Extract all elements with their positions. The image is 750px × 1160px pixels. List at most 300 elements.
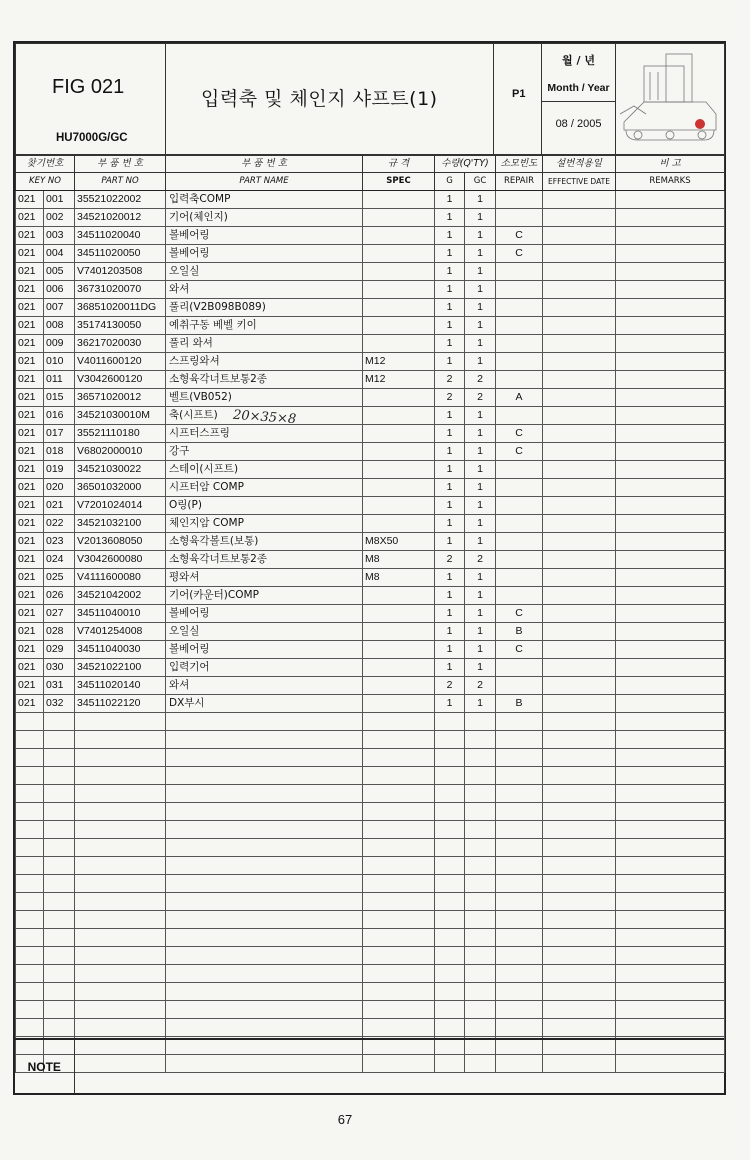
parts-list-sheet (13, 41, 726, 1095)
blank-cell (496, 983, 543, 1001)
blank-cell (435, 983, 465, 1001)
row-fig-cell: 021 (16, 695, 44, 713)
row-spec-cell (363, 641, 435, 659)
row-part-name-cell: 풀리 와셔 (166, 335, 363, 353)
row-part-name-cell: 소형육각너트보통2종 (166, 371, 363, 389)
row-key-cell: 028 (44, 623, 75, 641)
blank-cell (363, 749, 435, 767)
blank-cell (166, 713, 363, 731)
row-qty-gc-cell: 1 (465, 443, 496, 461)
repair-header-ko: 소모빈도 (496, 156, 543, 173)
row-effective-date-cell (543, 227, 616, 245)
blank-cell (465, 731, 496, 749)
blank-cell (465, 929, 496, 947)
row-qty-gc-cell: 1 (465, 191, 496, 209)
row-fig-cell: 021 (16, 551, 44, 569)
row-part-no-cell: 34521022100 (75, 659, 166, 677)
row-fig-cell: 021 (16, 245, 44, 263)
row-qty-gc-cell: 1 (465, 317, 496, 335)
row-repair-cell (496, 533, 543, 551)
row-qty-g-cell: 1 (435, 263, 465, 281)
row-key-cell: 022 (44, 515, 75, 533)
blank-cell (16, 785, 44, 803)
blank-cell (543, 767, 616, 785)
blank-cell (465, 749, 496, 767)
blank-cell (75, 803, 166, 821)
row-effective-date-cell (543, 335, 616, 353)
blank-cell (435, 911, 465, 929)
blank-cell (363, 821, 435, 839)
blank-cell (496, 785, 543, 803)
row-fig-cell: 021 (16, 299, 44, 317)
blank-cell (44, 785, 75, 803)
blank-cell (16, 983, 44, 1001)
row-remarks-cell (616, 407, 725, 425)
row-part-no-cell: 34511020050 (75, 245, 166, 263)
blank-cell (166, 965, 363, 983)
part-no-header: PART NO (75, 173, 166, 191)
row-part-name-cell: DX부시 (166, 695, 363, 713)
row-part-no-cell: 34511020140 (75, 677, 166, 695)
row-repair-cell (496, 587, 543, 605)
blank-cell (496, 839, 543, 857)
row-fig-cell: 021 (16, 497, 44, 515)
row-fig-cell: 021 (16, 263, 44, 281)
row-part-name-cell: 풀리(V2B098B089) (166, 299, 363, 317)
row-effective-date-cell (543, 353, 616, 371)
blank-cell (166, 839, 363, 857)
spec-header-ko: 규 격 (363, 156, 435, 173)
row-key-cell: 021 (44, 497, 75, 515)
row-repair-cell (496, 353, 543, 371)
row-fig-cell: 021 (16, 389, 44, 407)
table-row (16, 407, 725, 425)
blank-cell (543, 911, 616, 929)
row-remarks-cell (616, 371, 725, 389)
table-row (16, 335, 725, 353)
row-remarks-cell (616, 569, 725, 587)
blank-cell (435, 893, 465, 911)
row-repair-cell: C (496, 425, 543, 443)
row-key-cell: 032 (44, 695, 75, 713)
row-qty-g-cell: 1 (435, 191, 465, 209)
key-no-header: KEY NO (16, 173, 75, 191)
row-key-cell: 017 (44, 425, 75, 443)
qty-g-header: G (435, 173, 465, 191)
remarks-header: REMARKS (616, 173, 725, 191)
row-qty-g-cell: 1 (435, 605, 465, 623)
key-no-header-ko: 찾기번호 (16, 156, 75, 173)
sheet-header (15, 43, 725, 155)
row-fig-cell: 021 (16, 353, 44, 371)
row-key-cell: 024 (44, 551, 75, 569)
row-key-cell: 027 (44, 605, 75, 623)
table-row (16, 569, 725, 587)
blank-cell (543, 1001, 616, 1019)
row-effective-date-cell (543, 623, 616, 641)
row-qty-g-cell: 1 (435, 299, 465, 317)
row-key-cell: 026 (44, 587, 75, 605)
row-part-no-cell: V7401254008 (75, 623, 166, 641)
row-remarks-cell (616, 587, 725, 605)
blank-cell (435, 785, 465, 803)
repair-header: REPAIR (496, 173, 543, 191)
row-repair-cell: C (496, 605, 543, 623)
blank-cell (363, 983, 435, 1001)
blank-cell (496, 911, 543, 929)
blank-cell (75, 857, 166, 875)
blank-cell (75, 839, 166, 857)
table-row (16, 371, 725, 389)
row-spec-cell: M12 (363, 353, 435, 371)
blank-cell (543, 983, 616, 1001)
blank-cell (166, 803, 363, 821)
blank-table-row (16, 1019, 725, 1037)
blank-cell (496, 929, 543, 947)
table-row (16, 191, 725, 209)
blank-cell (616, 731, 725, 749)
blank-table-row (16, 965, 725, 983)
row-key-cell: 019 (44, 461, 75, 479)
table-row (16, 677, 725, 695)
blank-cell (496, 1019, 543, 1037)
row-key-cell: 008 (44, 317, 75, 335)
row-effective-date-cell (543, 461, 616, 479)
row-spec-cell (363, 191, 435, 209)
row-qty-gc-cell: 1 (465, 659, 496, 677)
row-qty-gc-cell: 1 (465, 641, 496, 659)
title-cell (166, 44, 494, 155)
row-fig-cell: 021 (16, 209, 44, 227)
blank-cell (363, 947, 435, 965)
row-key-cell: 025 (44, 569, 75, 587)
row-repair-cell (496, 515, 543, 533)
blank-cell (465, 785, 496, 803)
row-qty-g-cell: 1 (435, 227, 465, 245)
blank-cell (363, 767, 435, 785)
blank-cell (465, 947, 496, 965)
machine-image-cell (616, 44, 725, 155)
row-effective-date-cell (543, 515, 616, 533)
row-qty-g-cell: 1 (435, 515, 465, 533)
blank-cell (44, 875, 75, 893)
row-remarks-cell (616, 551, 725, 569)
row-spec-cell (363, 677, 435, 695)
date-label-english: Month / Year (547, 82, 610, 94)
blank-table-row (16, 731, 725, 749)
row-remarks-cell (616, 497, 725, 515)
blank-cell (44, 767, 75, 785)
row-qty-gc-cell: 1 (465, 533, 496, 551)
row-repair-cell (496, 191, 543, 209)
row-part-name-cell: 볼베어링 (166, 605, 363, 623)
row-fig-cell: 021 (16, 443, 44, 461)
row-part-no-cell: 34511040010 (75, 605, 166, 623)
row-part-name-cell: 기어(체인지) (166, 209, 363, 227)
blank-cell (435, 1019, 465, 1037)
note-section (15, 1038, 724, 1093)
blank-cell (616, 785, 725, 803)
date-cell (542, 44, 616, 155)
row-fig-cell: 021 (16, 407, 44, 425)
row-effective-date-cell (543, 299, 616, 317)
row-spec-cell (363, 443, 435, 461)
blank-cell (616, 893, 725, 911)
row-qty-g-cell: 1 (435, 497, 465, 515)
blank-cell (543, 947, 616, 965)
row-spec-cell (363, 281, 435, 299)
row-qty-g-cell: 1 (435, 425, 465, 443)
parts-table (15, 155, 725, 1073)
handwritten-seal-size-note: 20×35×8 (232, 407, 297, 428)
row-fig-cell: 021 (16, 515, 44, 533)
row-effective-date-cell (543, 551, 616, 569)
row-qty-g-cell: 1 (435, 587, 465, 605)
table-row (16, 443, 725, 461)
row-fig-cell: 021 (16, 191, 44, 209)
note-label: NOTE (15, 1039, 74, 1093)
row-repair-cell: A (496, 389, 543, 407)
blank-cell (166, 731, 363, 749)
row-effective-date-cell (543, 533, 616, 551)
row-qty-gc-cell: 1 (465, 245, 496, 263)
row-part-no-cell: 36851020011DG (75, 299, 166, 317)
row-spec-cell (363, 515, 435, 533)
row-qty-g-cell: 1 (435, 335, 465, 353)
blank-cell (166, 1019, 363, 1037)
blank-cell (44, 965, 75, 983)
row-qty-g-cell: 1 (435, 641, 465, 659)
blank-cell (44, 731, 75, 749)
row-part-name-cell: 축(시프트) (166, 407, 363, 425)
row-part-no-cell: V7201024014 (75, 497, 166, 515)
blank-table-row (16, 713, 725, 731)
blank-cell (166, 821, 363, 839)
row-key-cell: 005 (44, 263, 75, 281)
blank-cell (44, 947, 75, 965)
blank-cell (166, 767, 363, 785)
blank-cell (44, 839, 75, 857)
row-key-cell: 020 (44, 479, 75, 497)
grain-tank-outline (666, 54, 692, 102)
blank-cell (363, 965, 435, 983)
row-spec-cell (363, 623, 435, 641)
table-row (16, 281, 725, 299)
row-part-name-cell: 시프터암 COMP (166, 479, 363, 497)
blank-cell (543, 875, 616, 893)
row-spec-cell (363, 227, 435, 245)
row-spec-cell: M8X50 (363, 533, 435, 551)
row-qty-gc-cell: 1 (465, 497, 496, 515)
blank-cell (543, 965, 616, 983)
blank-cell (465, 839, 496, 857)
row-repair-cell: C (496, 443, 543, 461)
blank-cell (44, 1001, 75, 1019)
table-row (16, 389, 725, 407)
blank-cell (543, 929, 616, 947)
blank-cell (166, 929, 363, 947)
row-part-name-cell: 기어(카운터)COMP (166, 587, 363, 605)
blank-cell (44, 893, 75, 911)
table-row (16, 497, 725, 515)
row-repair-cell (496, 299, 543, 317)
blank-cell (166, 893, 363, 911)
blank-table-row (16, 803, 725, 821)
row-effective-date-cell (543, 569, 616, 587)
row-part-no-cell: 36731020070 (75, 281, 166, 299)
blank-cell (16, 947, 44, 965)
row-part-no-cell: 36217020030 (75, 335, 166, 353)
blank-cell (16, 821, 44, 839)
row-qty-g-cell: 1 (435, 443, 465, 461)
table-row (16, 263, 725, 281)
blank-cell (543, 821, 616, 839)
row-fig-cell: 021 (16, 677, 44, 695)
blank-cell (465, 821, 496, 839)
blank-cell (616, 983, 725, 1001)
blank-cell (166, 911, 363, 929)
row-part-no-cell: V4011600120 (75, 353, 166, 371)
blank-cell (363, 1001, 435, 1019)
table-row (16, 515, 725, 533)
remarks-header-ko: 비 고 (616, 156, 725, 173)
row-spec-cell (363, 317, 435, 335)
blank-cell (363, 785, 435, 803)
blank-cell (363, 731, 435, 749)
blank-cell (465, 803, 496, 821)
blank-cell (44, 821, 75, 839)
blank-cell (75, 767, 166, 785)
row-part-name-cell: 스테이(시프트) (166, 461, 363, 479)
row-fig-cell: 021 (16, 335, 44, 353)
row-fig-cell: 021 (16, 227, 44, 245)
blank-cell (435, 803, 465, 821)
row-remarks-cell (616, 209, 725, 227)
spec-header: SPEC (363, 173, 435, 191)
row-spec-cell: M12 (363, 371, 435, 389)
blank-cell (363, 1019, 435, 1037)
row-spec-cell (363, 605, 435, 623)
blank-cell (166, 785, 363, 803)
row-qty-gc-cell: 1 (465, 479, 496, 497)
blank-cell (616, 929, 725, 947)
blank-cell (496, 857, 543, 875)
row-part-name-cell: 볼베어링 (166, 245, 363, 263)
row-part-no-cell: 34521042002 (75, 587, 166, 605)
blank-cell (616, 749, 725, 767)
row-fig-cell: 021 (16, 569, 44, 587)
blank-cell (75, 785, 166, 803)
row-qty-gc-cell: 1 (465, 263, 496, 281)
row-repair-cell (496, 371, 543, 389)
row-fig-cell: 021 (16, 659, 44, 677)
row-spec-cell (363, 425, 435, 443)
row-part-name-cell: 소형육각너트보통2종 (166, 551, 363, 569)
blank-cell (465, 1019, 496, 1037)
blank-cell (543, 803, 616, 821)
row-spec-cell (363, 263, 435, 281)
row-repair-cell (496, 461, 543, 479)
blank-cell (543, 713, 616, 731)
blank-cell (363, 839, 435, 857)
row-spec-cell (363, 587, 435, 605)
row-spec-cell (363, 479, 435, 497)
table-row (16, 641, 725, 659)
row-key-cell: 023 (44, 533, 75, 551)
blank-cell (16, 731, 44, 749)
row-qty-gc-cell: 2 (465, 677, 496, 695)
row-part-no-cell: 36501032000 (75, 479, 166, 497)
row-repair-cell (496, 209, 543, 227)
blank-cell (363, 803, 435, 821)
figure-number: FIG 021 (52, 76, 125, 98)
blank-cell (496, 803, 543, 821)
row-repair-cell (496, 317, 543, 335)
blank-cell (616, 803, 725, 821)
blank-cell (616, 713, 725, 731)
row-fig-cell: 021 (16, 641, 44, 659)
table-row (16, 479, 725, 497)
row-effective-date-cell (543, 425, 616, 443)
blank-cell (496, 1001, 543, 1019)
row-part-name-cell: 입력기어 (166, 659, 363, 677)
blank-cell (16, 1001, 44, 1019)
blank-table-row (16, 785, 725, 803)
row-part-no-cell: 34511040030 (75, 641, 166, 659)
row-repair-cell (496, 569, 543, 587)
blank-cell (616, 839, 725, 857)
row-qty-gc-cell: 1 (465, 209, 496, 227)
warning-mark (695, 119, 705, 129)
part-no-header-ko: 부 품 번 호 (75, 156, 166, 173)
row-qty-gc-cell: 1 (465, 569, 496, 587)
blank-cell (435, 749, 465, 767)
row-key-cell: 010 (44, 353, 75, 371)
row-part-name-cell: 평와셔 (166, 569, 363, 587)
blank-cell (543, 857, 616, 875)
row-remarks-cell (616, 443, 725, 461)
row-remarks-cell (616, 479, 725, 497)
table-row (16, 605, 725, 623)
row-spec-cell (363, 461, 435, 479)
blank-cell (543, 839, 616, 857)
row-repair-cell (496, 335, 543, 353)
row-qty-gc-cell: 1 (465, 227, 496, 245)
blank-cell (496, 947, 543, 965)
row-effective-date-cell (543, 245, 616, 263)
row-qty-gc-cell: 1 (465, 353, 496, 371)
row-fig-cell: 021 (16, 317, 44, 335)
blank-cell (75, 965, 166, 983)
row-qty-gc-cell: 1 (465, 695, 496, 713)
row-spec-cell (363, 659, 435, 677)
blank-cell (363, 857, 435, 875)
row-effective-date-cell (543, 497, 616, 515)
blank-cell (75, 911, 166, 929)
row-key-cell: 029 (44, 641, 75, 659)
row-remarks-cell (616, 623, 725, 641)
blank-cell (44, 911, 75, 929)
row-qty-g-cell: 2 (435, 551, 465, 569)
row-effective-date-cell (543, 605, 616, 623)
blank-cell (16, 857, 44, 875)
row-part-no-cell: V4111600080 (75, 569, 166, 587)
blank-cell (166, 947, 363, 965)
blank-cell (75, 929, 166, 947)
row-qty-g-cell: 1 (435, 281, 465, 299)
row-part-name-cell: 오일실 (166, 263, 363, 281)
row-repair-cell (496, 677, 543, 695)
